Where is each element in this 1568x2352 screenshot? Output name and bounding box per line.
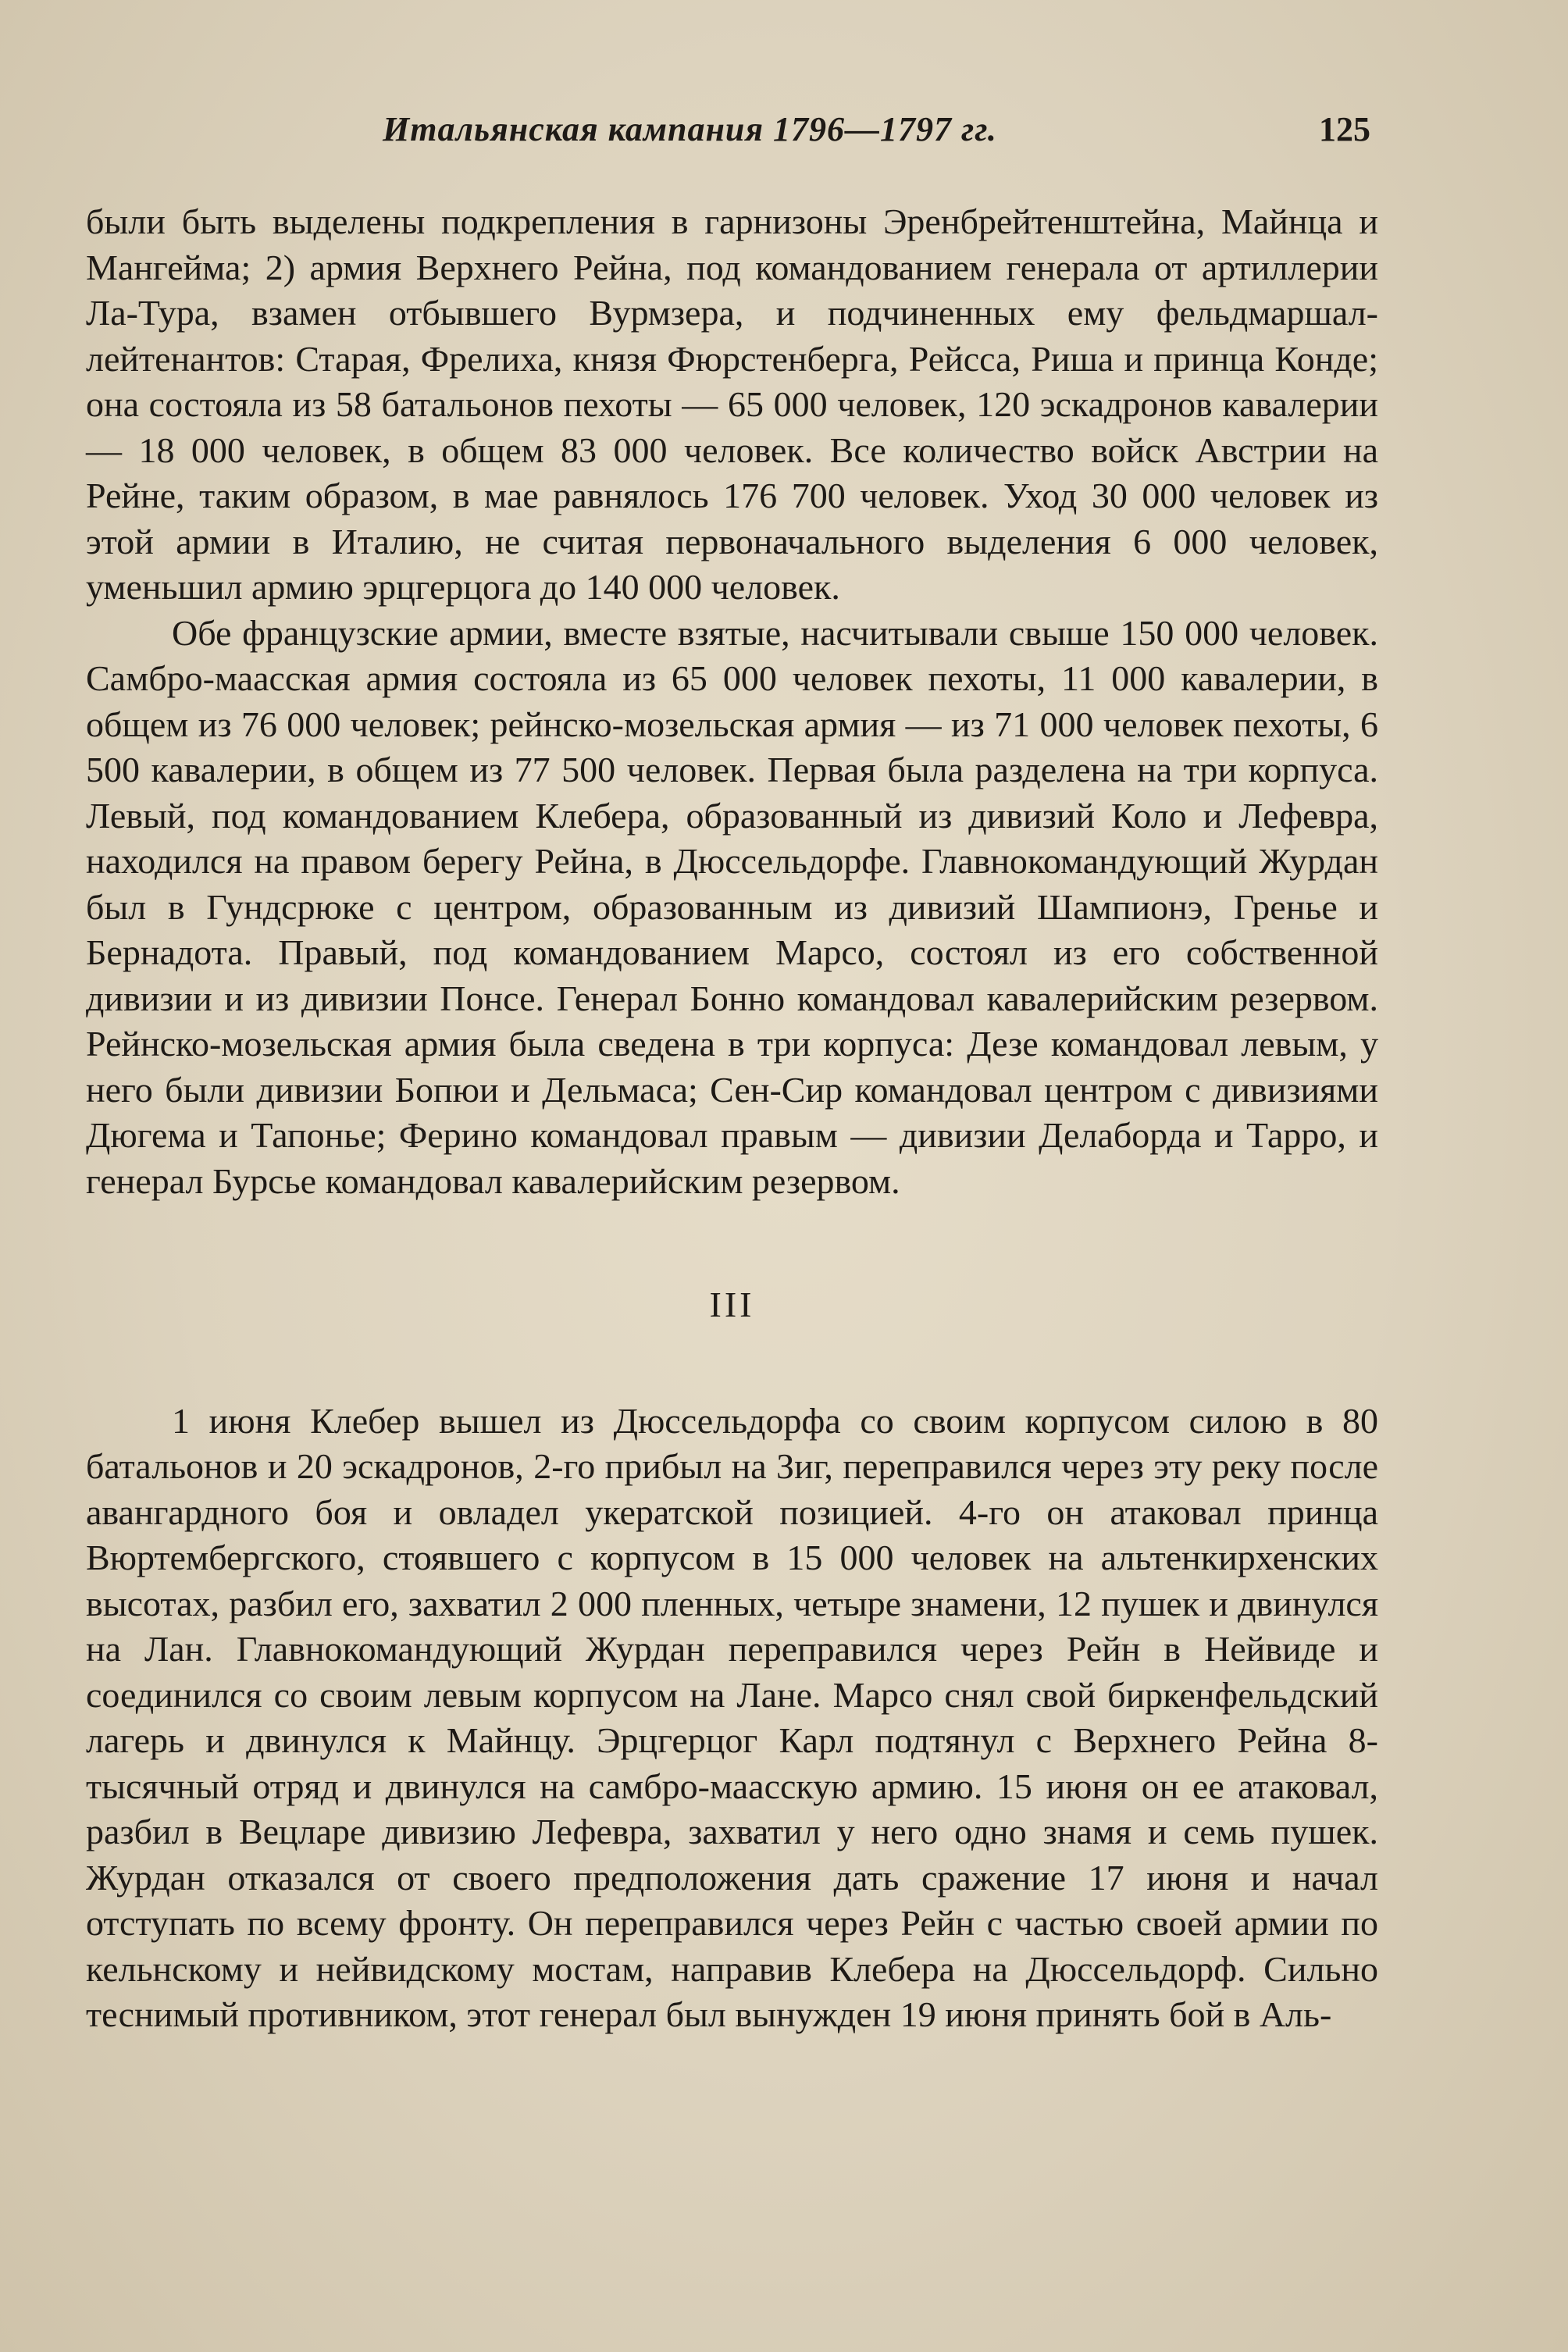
paragraph-june-operations: 1 июня Клебер вышел из Дюссельдорфа со своим корпусом силою в 80 батальонов и 20 эскадронов, 2-го прибыл на Зиг, переправился через эту реку после авангардного боя и овладел укератской позицией. 4-го он атаковал принца Вюртембергского, стоявшего с корпусом в 15 000 человек на альтенкирхенских высотах, разбил его, захватил 2 000 пленных, четыре знамени, 12 пушек и двинулся на Лан. Главнокомандующий Журдан переправился через Рейн в Нейвиде и соединился со своим левым корпусом на Лане. Марсо снял свой биркенфельдский лагерь и двинулся к Майнцу. Эрцгерцог Карл подтянул с Верхнего Рейна 8-тысячный отряд и двинулся на самбро-маасскую армию. 15 июня он ее атаковал, разбил в Вецларе дивизию Лефевра, захватил у него одно знамя и семь пушек. Журдан отказался от своего предположения дать сражение 17 июня и начал отступать по всему фронту. Он переправился через Рейн с частью своей армии по кельнскому и нейвидскому мостам, направив Клебера на Дюссельдорф. Сильно теснимый противником, этот генерал был вынужден 19 июня принять бой в Аль- xyxy=(86,1400,1378,2034)
paragraph-french-armies: Обе французские армии, вместе взятые, насчитывали свыше 150 000 человек. Самбро-маасская армия состояла из 65 000 человек пехоты, 11 000 кавалерии, в общем из 76 000 человек; рейнско-мозельская армия — из 71 000 человек пехоты, 6 500 кавалерии, в общем из 77 500 человек. Первая была разделена на три корпуса. Левый, под командованием Клебера, образованный из дивизий Коло и Лефевра, находился на правом берегу Рейна, в Дюссельдорфе. Главнокомандующий Журдан был в Гундсрюке с центром, образованным из дивизий Шампионэ, Гренье и Бернадота. Правый, под командованием Марсо, состоял из его собственной дивизии и из дивизии Понсе. Генерал Бонно командовал кавалерийским резервом. Рейнско-мозельская армия была сведена в три корпуса: Дезе командовал левым, у него были дивизии Бопюи и Дельмаса; Сен-Сир командовал центром с дивизиями Дюгема и Тапонье; Ферино командовал правым — дивизии Делаборда и Тарро, и генерал Бурсье командовал кавалерийским резервом. xyxy=(86,612,1378,1201)
section-heading: III xyxy=(709,1285,755,1324)
paragraph-continuation: были быть выделены подкрепления в гарнизоны Эренбрейтенштейна, Майнца и Мангейма; 2) армия Верхнего Рейна, под командованием генерала от артиллерии Ла-Тура, взамен отбывшего Вурмзера, и подчиненных ему фельдмаршал-лейтенантов: Старая, Фрелиха, князя Фюрстенберга, Рейсса, Риша и принца Конде; она состояла из 58 батальонов пехоты — 65 000 человек, 120 эскадронов кавалерии — 18 000 человек, в общем 83 000 человек. Все количество войск Австрии на Рейне, таким образом, в мае равнялось 176 700 человек. Уход 30 000 человек из этой армии в Италию, не считая первоначального выделения 6 000 человек, уменьшил армию эрцгерцога до 140 000 человек. xyxy=(86,201,1378,607)
body-text xyxy=(86,199,1378,2038)
page-header xyxy=(86,109,1370,156)
running-title: Итальянская кампания 1796—1797 гг. xyxy=(383,110,997,148)
page-number: 125 xyxy=(1319,110,1370,148)
